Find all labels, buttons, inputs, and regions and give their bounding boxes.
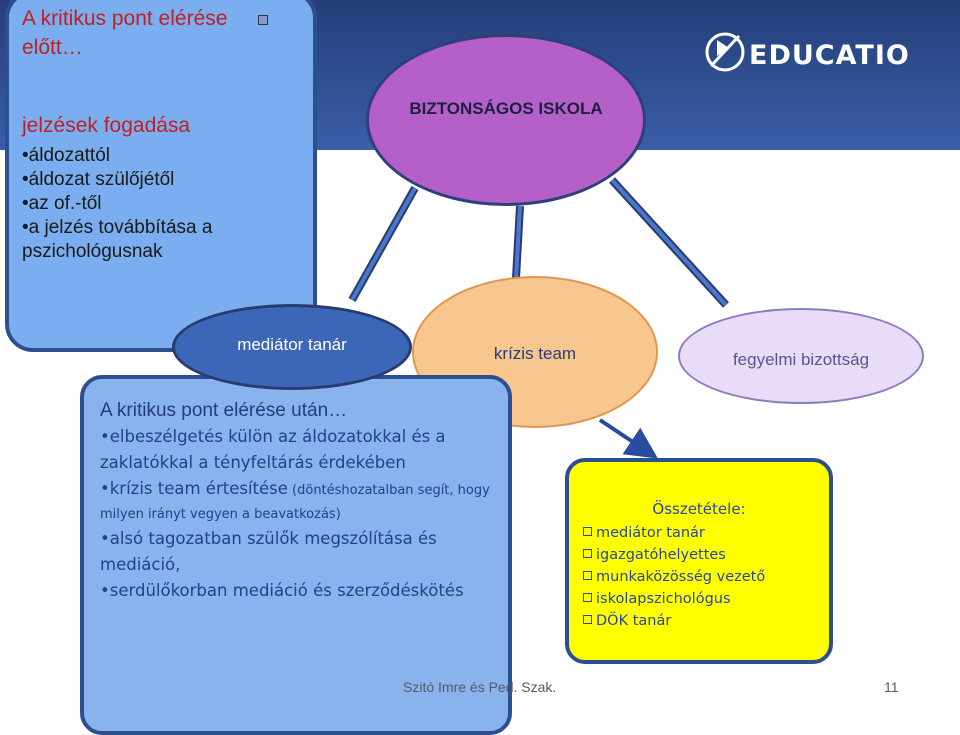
list-item: mediátor tanár (583, 522, 765, 544)
composition-box (565, 458, 833, 664)
after-item-2-main: •krízis team értesítése (100, 479, 288, 498)
before-title: A kritikus pont elérése előtt… (22, 7, 228, 59)
bullet-square-icon (583, 527, 592, 536)
list-item: igazgatóhelyettes (583, 544, 765, 566)
mediator-label: mediátor tanár (237, 335, 347, 354)
page-number: 11 (884, 679, 899, 695)
logo-text: EDUCATIO (749, 40, 910, 71)
after-item-2 (100, 476, 500, 526)
list-item: •áldozattól (22, 145, 110, 166)
composition-title: Összetétele: (652, 500, 746, 518)
bullet-square-icon (583, 549, 592, 558)
after-item-2-note: (döntéshozatalban segít, hogy milyen irányt vegyen a beavatkozás) (100, 483, 490, 522)
list-item: munkaközösség vezető (583, 566, 765, 588)
after-item-4: •serdülőkorban mediáció és szerződéskötés (100, 581, 464, 600)
before-list (22, 144, 302, 264)
list-item: •az of.-től (22, 193, 102, 214)
list-item: •a jelzés továbbítása a pszichológusnak (22, 217, 213, 262)
footer-author: Szitó Imre és Ped. Szak. (403, 679, 557, 695)
composition-list (583, 522, 765, 632)
before-subtitle: jelzések fogadása (22, 114, 191, 137)
safe-school-label: BIZTONSÁGOS ISKOLA (409, 99, 603, 118)
bullet-square-icon (583, 615, 592, 624)
bullet-square-icon (583, 571, 592, 580)
list-item: DÖK tanár (583, 610, 765, 632)
after-content (100, 400, 500, 604)
safe-school-node (366, 34, 646, 206)
list-item: iskolapszichológus (583, 588, 765, 610)
discipline-committee-node (678, 308, 924, 404)
after-item-3: •alsó tagozatban szülők megszólítása és mediáció, (100, 529, 437, 574)
after-item-1: •elbeszélgetés külön az áldozatokkal és a zaklatókkal a tényfeltárás érdekében (100, 427, 446, 472)
list-item: •áldozat szülőjétől (22, 169, 175, 190)
mediator-node (172, 304, 412, 390)
bullet-square-icon (583, 593, 592, 602)
crisis-team-label: krízis team (493, 344, 577, 363)
after-title: A kritikus pont elérése után… (100, 400, 348, 421)
discipline-committee-label: fegyelmi bizottság (732, 350, 870, 369)
